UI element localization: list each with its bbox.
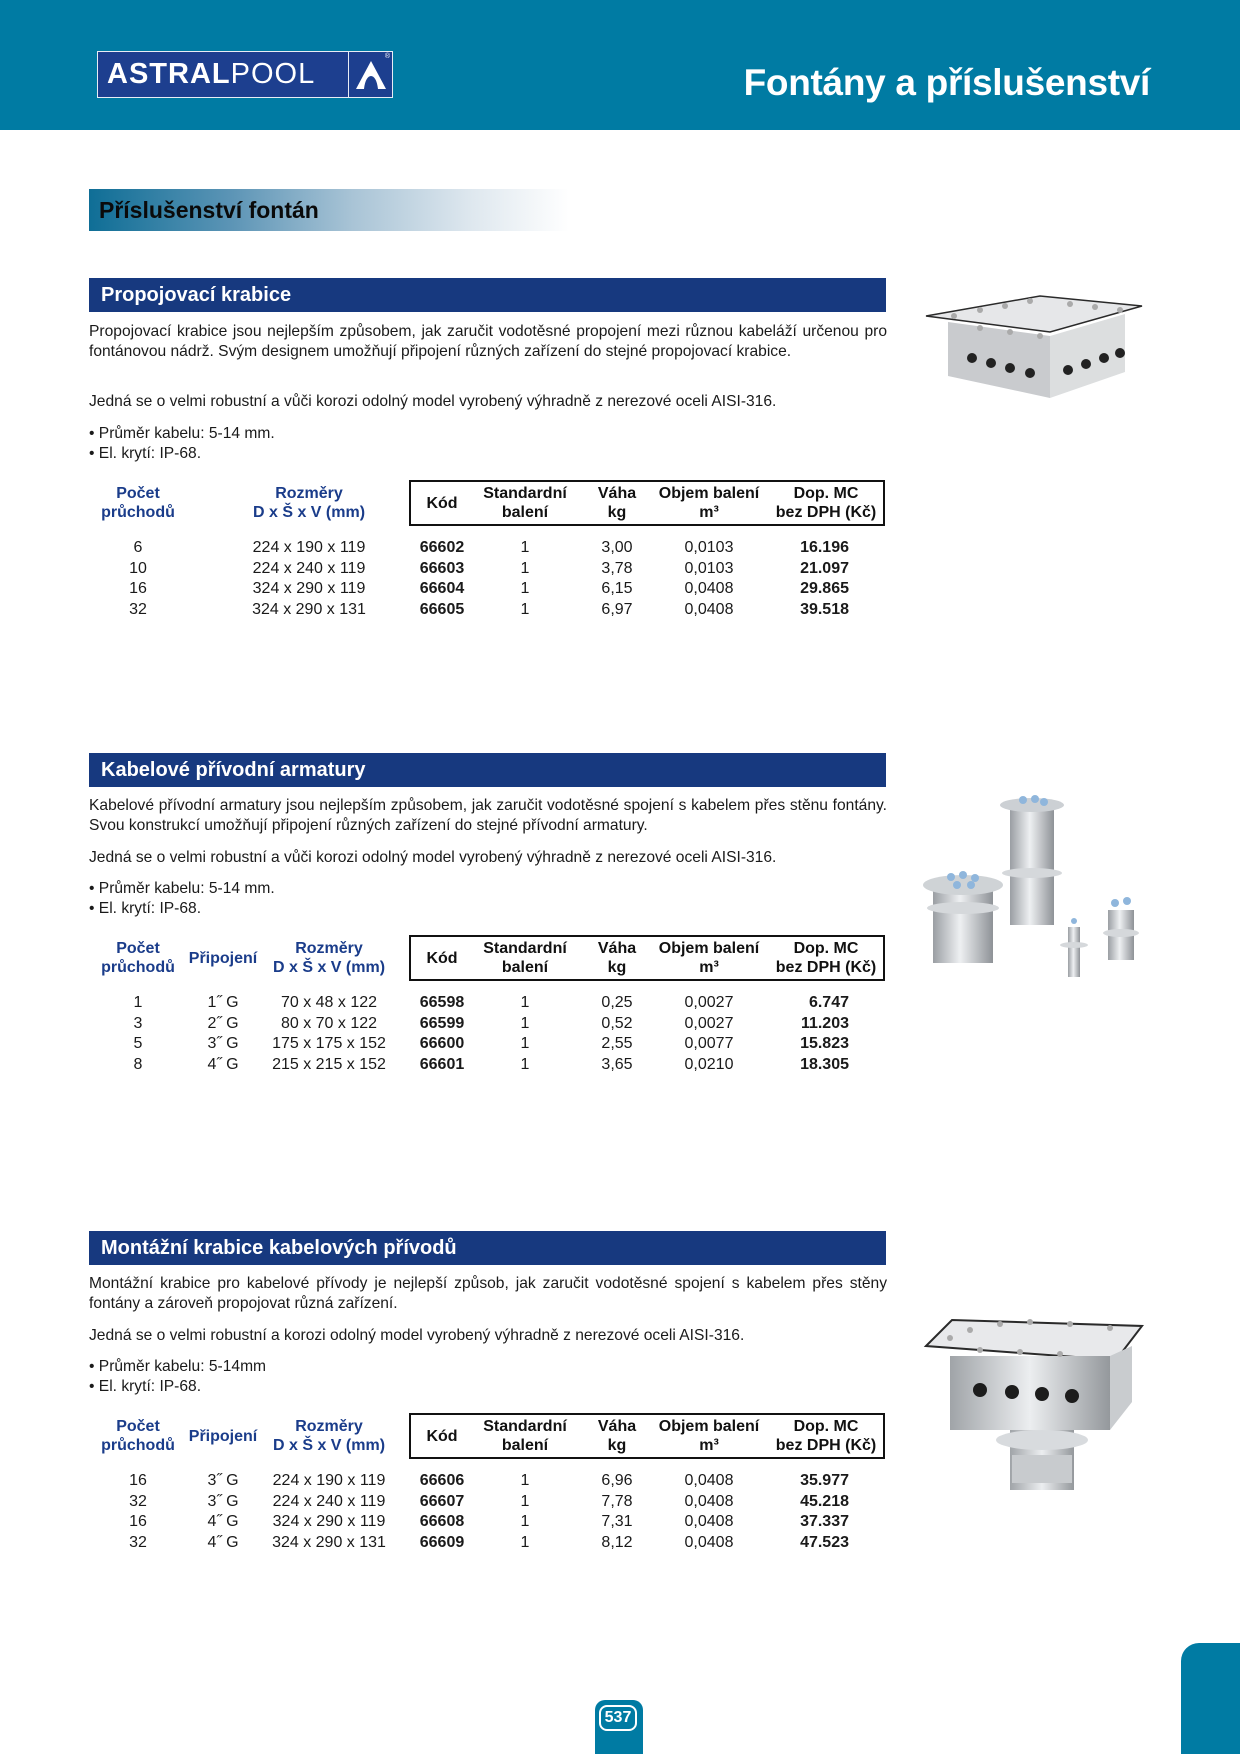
cell-code: 66606 [419,1472,465,1489]
table-row [89,1035,889,1055]
cell-count: 32 [129,600,147,618]
cell-pack: 1 [520,600,530,618]
cell-pack: 1 [520,539,530,556]
col-header-dimensions: Rozměry D x Š x V (mm) [272,1418,386,1454]
cell-weight: 7,31 [601,1513,633,1530]
cell-pack: 1 [520,1492,530,1510]
cell-volume: 0,0408 [684,1492,734,1510]
logo-brand-light: POOL [230,58,316,90]
cell-volume: 0,0210 [684,1055,734,1073]
cell-count: 16 [129,1472,147,1489]
category-band [89,189,569,231]
cell-volume: 0,0408 [684,1513,734,1530]
cell-price: 6.747 [808,994,849,1011]
bullet-ip-rating: • El. krytí: IP-68. [89,1378,202,1395]
col-header-count: Počet průchodů [101,485,175,521]
cell-volume: 0,0027 [684,1014,734,1032]
table-row [89,539,889,559]
cell-pack: 1 [520,1472,530,1489]
table-row [89,1534,889,1554]
section-header-propojovaci-krabice [89,278,886,312]
cell-volume: 0,0103 [684,539,734,556]
cell-weight: 6,96 [601,1472,633,1489]
cell-price: 16.196 [800,539,849,556]
cell-volume: 0,0103 [684,559,734,577]
cell-code: 66609 [419,1533,465,1551]
cell-conn: 3˝ G [207,1472,239,1489]
cell-conn: 4˝ G [207,1533,239,1551]
col-header-code: Kód [426,950,458,967]
cell-code: 66600 [419,1035,465,1052]
logo-brand-bold: ASTRAL [107,58,231,90]
section-title: Propojovací krabice [101,284,292,306]
cell-dims: 175 x 175 x 152 [272,1035,386,1052]
cell-price: 21.097 [800,559,849,577]
cell-code: 66605 [419,600,465,618]
cell-price: 15.823 [800,1035,849,1052]
cell-dims: 324 x 290 x 119 [252,580,366,597]
bullet-cable-diameter: • Průměr kabelu: 5-14mm [89,1358,267,1375]
col-header-dimensions: Rozměry D x Š x V (mm) [272,940,386,976]
col-header-connection: Připojení [188,950,258,967]
cell-weight: 8,12 [601,1533,633,1551]
table-row [89,580,889,600]
cell-dims: 80 x 70 x 122 [280,1014,378,1032]
section-header-kabelove-privodni-armatury [89,753,886,787]
cell-count: 16 [129,580,147,597]
cell-weight: 3,78 [601,559,633,577]
cell-conn: 2˝ G [207,1014,239,1032]
cell-weight: 3,00 [601,539,633,556]
cell-count: 32 [129,1492,147,1510]
table-row [89,1015,889,1035]
col-header-dimensions: Rozměry D x Š x V (mm) [252,485,366,521]
cell-volume: 0,0408 [684,1472,734,1489]
cell-pack: 1 [520,559,530,577]
bullet-cable-diameter: • Průměr kabelu: 5-14 mm. [89,880,275,897]
cell-dims: 70 x 48 x 122 [280,994,378,1011]
astralpool-triangle-icon [348,52,392,97]
cell-price: 18.305 [800,1055,849,1073]
section-title: Montážní krabice kabelových přívodů [101,1237,457,1259]
mounting-box-photo [920,1290,1150,1510]
cell-conn: 4˝ G [207,1055,239,1073]
cell-weight: 2,55 [601,1035,633,1052]
cell-pack: 1 [520,1513,530,1530]
cell-pack: 1 [520,1055,530,1073]
cell-volume: 0,0077 [684,1035,734,1052]
cell-weight: 0,25 [601,994,633,1011]
junction-box-photo [920,280,1145,410]
cell-dims: 324 x 290 x 131 [252,600,366,618]
table-row [89,1493,889,1513]
corner-tab-decoration [1181,1643,1240,1754]
registered-mark: ® [384,53,390,60]
spec-bullets [89,1357,266,1397]
cell-count: 3 [133,1014,143,1032]
cell-price: 11.203 [800,1014,849,1032]
col-header-weight: Váha kg [597,485,637,521]
cell-weight: 6,15 [601,580,633,597]
cell-count: 16 [129,1513,147,1530]
col-header-price: Dop. MC bez DPH (Kč) [775,1418,877,1454]
cell-dims: 324 x 290 x 131 [272,1533,386,1551]
cell-pack: 1 [520,994,530,1011]
section-title: Kabelové přívodní armatury [101,759,366,781]
cell-dims: 224 x 190 x 119 [252,539,366,556]
section-description: Kabelové přívodní armatury jsou nejlepším způsobem, jak zaručit vodotěsné spojení s kabelem přes stěnu fontány. Svou konstrukcí umožňují připojení různých zařízení do stejné přívodní armatury. [89,797,887,834]
cell-code: 66599 [419,1014,465,1032]
col-header-volume: Objem balení m³ [658,1418,760,1454]
col-header-weight: Váha kg [597,940,637,976]
page-chapter-title: Fontány a příslušenství [743,62,1150,103]
cell-count: 5 [133,1035,143,1052]
cell-price: 45.218 [800,1492,849,1510]
cable-gland-fittings-photo [915,785,1155,995]
cell-count: 10 [129,559,147,577]
section-description: Propojovací krabice jsou nejlepším způsobem, jak zaručit vodotěsné propojení mezi různou kabeláží určenou pro fontánovou nádrž. Svým designem umožňují připojení různých zařízení do stejné propojovací krabice. [89,323,887,360]
cell-volume: 0,0408 [684,1533,734,1551]
table-row [89,994,889,1014]
spec-bullets [89,424,275,464]
cell-pack: 1 [520,580,530,597]
col-header-price: Dop. MC bez DPH (Kč) [775,485,877,521]
cell-volume: 0,0027 [684,994,734,1011]
cell-conn: 4˝ G [207,1513,239,1530]
col-header-pack: Standardní balení [483,1418,567,1454]
table-row [89,1513,889,1533]
cell-conn: 1˝ G [207,994,239,1011]
cell-weight: 7,78 [601,1492,633,1510]
col-header-price: Dop. MC bez DPH (Kč) [775,940,877,976]
section-header-montazni-krabice [89,1231,886,1265]
cell-price: 39.518 [800,600,849,618]
col-header-code: Kód [426,495,458,512]
page-number-tab [595,1700,643,1754]
header-band [0,0,1240,130]
table-row [89,1056,889,1076]
cell-price: 37.337 [800,1513,849,1530]
table-row [89,560,889,580]
cell-conn: 3˝ G [207,1035,239,1052]
cell-code: 66607 [419,1492,465,1510]
col-header-pack: Standardní balení [483,940,567,976]
cell-code: 66604 [419,580,465,597]
col-header-connection: Připojení [188,1428,258,1445]
col-header-volume: Objem balení m³ [658,940,760,976]
col-header-code: Kód [426,1428,458,1445]
cell-price: 29.865 [800,580,849,597]
col-header-count: Počet průchodů [101,1418,175,1454]
cell-pack: 1 [520,1533,530,1551]
bullet-cable-diameter: • Průměr kabelu: 5-14 mm. [89,425,275,442]
cell-dims: 224 x 190 x 119 [272,1472,386,1489]
cell-code: 66598 [419,994,465,1011]
table-row [89,1472,889,1492]
cell-volume: 0,0408 [684,580,734,597]
page-number: 537 [599,1705,637,1731]
section-material-note: Jedná se o velmi robustní a korozi odolný model vyrobený výhradně z nerezové oceli AISI-316. [89,1327,745,1344]
cell-dims: 215 x 215 x 152 [272,1055,386,1073]
table-row [89,601,889,621]
cell-weight: 6,97 [601,600,633,618]
cell-conn: 3˝ G [207,1492,239,1510]
bullet-ip-rating: • El. krytí: IP-68. [89,445,202,462]
astralpool-logo [97,51,393,98]
cell-count: 32 [129,1533,147,1551]
cell-dims: 224 x 240 x 119 [252,559,366,577]
col-header-pack: Standardní balení [483,485,567,521]
section-material-note: Jedná se o velmi robustní a vůči korozi odolný model vyrobený výhradně z nerezové oceli AISI-316. [89,393,777,410]
cell-pack: 1 [520,1035,530,1052]
cell-count: 8 [133,1055,143,1073]
col-header-weight: Váha kg [597,1418,637,1454]
col-header-count: Počet průchodů [101,940,175,976]
cell-count: 1 [133,994,143,1011]
cell-dims: 224 x 240 x 119 [272,1492,386,1510]
cell-count: 6 [133,539,143,556]
cell-price: 47.523 [800,1533,849,1551]
cell-price: 35.977 [800,1472,849,1489]
section-description: Montážní krabice pro kabelové přívody je nejlepší způsob, jak zaručit vodotěsné spojení s kabelem přes stěny fontány a zároveň propojovat různá zařízení. [89,1275,887,1312]
cell-pack: 1 [520,1014,530,1032]
spec-bullets [89,879,275,919]
cell-code: 66603 [419,559,465,577]
category-title: Příslušenství fontán [99,197,319,223]
bullet-ip-rating: • El. krytí: IP-68. [89,900,202,917]
col-header-volume: Objem balení m³ [658,485,760,521]
cell-code: 66602 [419,539,465,556]
section-material-note: Jedná se o velmi robustní a vůči korozi odolný model vyrobený výhradně z nerezové oceli AISI-316. [89,849,777,866]
cell-code: 66608 [419,1513,465,1530]
cell-volume: 0,0408 [684,600,734,618]
cell-dims: 324 x 290 x 119 [272,1513,386,1530]
cell-weight: 3,65 [601,1055,633,1073]
cell-code: 66601 [419,1055,465,1073]
cell-weight: 0,52 [601,1014,633,1032]
